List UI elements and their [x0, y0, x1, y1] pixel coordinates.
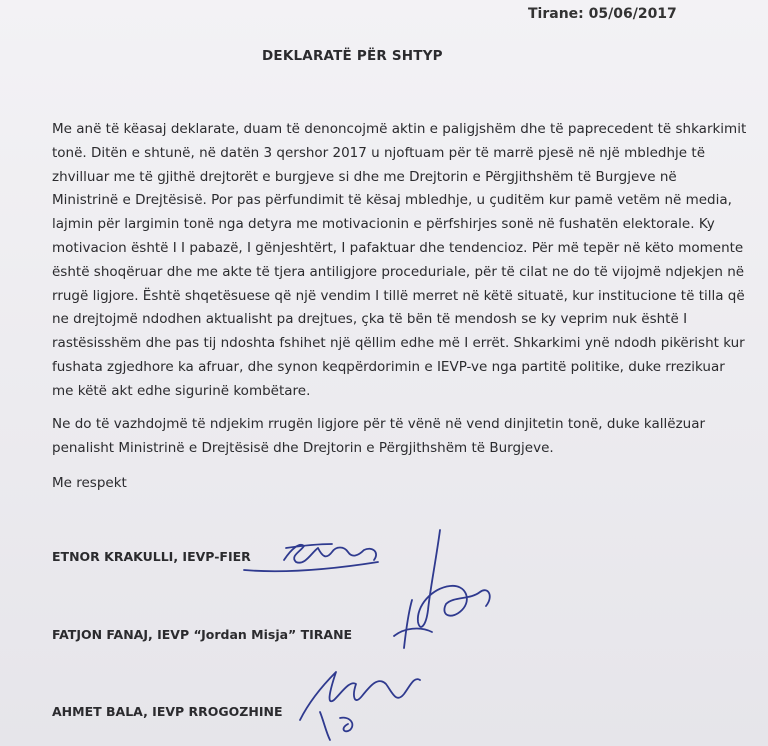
text-line: ne drejtojmë ndodhen aktualisht pa drejtues, çka të bën të mendosh se ky veprim nuk është I	[52, 311, 688, 328]
text-line: Ministrinë e Drejtësisë. Por pas përfundimit të kësaj mbledhje, u çuditëm kur pamë vetëm në media,	[52, 192, 732, 209]
text-line: është shoqëruar dhe me akte të tjera antiligjore proceduriale, për të cilat ne do të vijojmë ndjekjen në	[52, 263, 745, 280]
document-date: Tirane: 05/06/2017	[528, 6, 677, 22]
closing-salutation: Me respekt	[52, 475, 127, 491]
text-line: rrugë ligjore. Është shqetësuese që një vendim I tillë merret në këtë situatë, kur institucione të tilla që	[52, 287, 745, 304]
text-line: penalisht Ministrinë e Drejtësisë dhe Drejtorin e Përgjithshëm të Burgjeve.	[52, 439, 554, 456]
signatory-name: AHMET BALA, IEVP RROGOZHINE	[52, 704, 283, 719]
text-line: tonë. Ditën e shtunë, në datën 3 qershor 2017 u njoftuam për të marrë pjesë në një mbledhje të	[52, 144, 706, 161]
document-title: DEKLARATË PËR SHTYP	[262, 48, 443, 64]
text-line: zhvilluar me të gjithë drejtorët e burgjeve si dhe me Drejtorin e Përgjithshëm të Burgjeve në	[52, 168, 677, 185]
text-line: Ne do të vazhdojmë të ndjekim rrugën ligjore për të vënë në vend dinjitetin tonë, duke kallëzuar	[52, 416, 706, 432]
text-line: Me anë të këasaj deklarate, duam të denoncojmë aktin e paligjshëm dhe të paprecedent të shkarkimit	[52, 121, 747, 137]
signatory-name: ETNOR KRAKULLI, IEVP-FIER	[52, 549, 251, 564]
signature-1	[284, 545, 376, 563]
text-line: lajmin për largimin tonë nga detyra me motivacionin e përfshirjes sonë në fushatën elektorale. Ky	[52, 216, 715, 233]
text-line: me këtë akt edhe sigurinë kombëtare.	[52, 382, 311, 399]
signatory-name: FATJON FANAJ, IEVP “Jordan Misja” TIRANE	[52, 627, 353, 642]
text-line: fushata zgjedhore ka afruar, dhe synon keqpërdorimin e IEVP-ve nga partitë politike, duke rrezikuar	[52, 358, 725, 375]
text-line: rastësisshëm dhe pas tij ndoshta fshihet një qëllim edhe më I errët. Shkarkimi ynë ndodh pikërisht kur	[52, 335, 745, 352]
text-line: motivacion është I I pabazë, I gënjeshtërt, I pafaktuar dhe tendencioz. Për më tepër në këto momente	[52, 239, 744, 256]
signature-3	[300, 672, 420, 720]
signature-2	[418, 530, 490, 627]
